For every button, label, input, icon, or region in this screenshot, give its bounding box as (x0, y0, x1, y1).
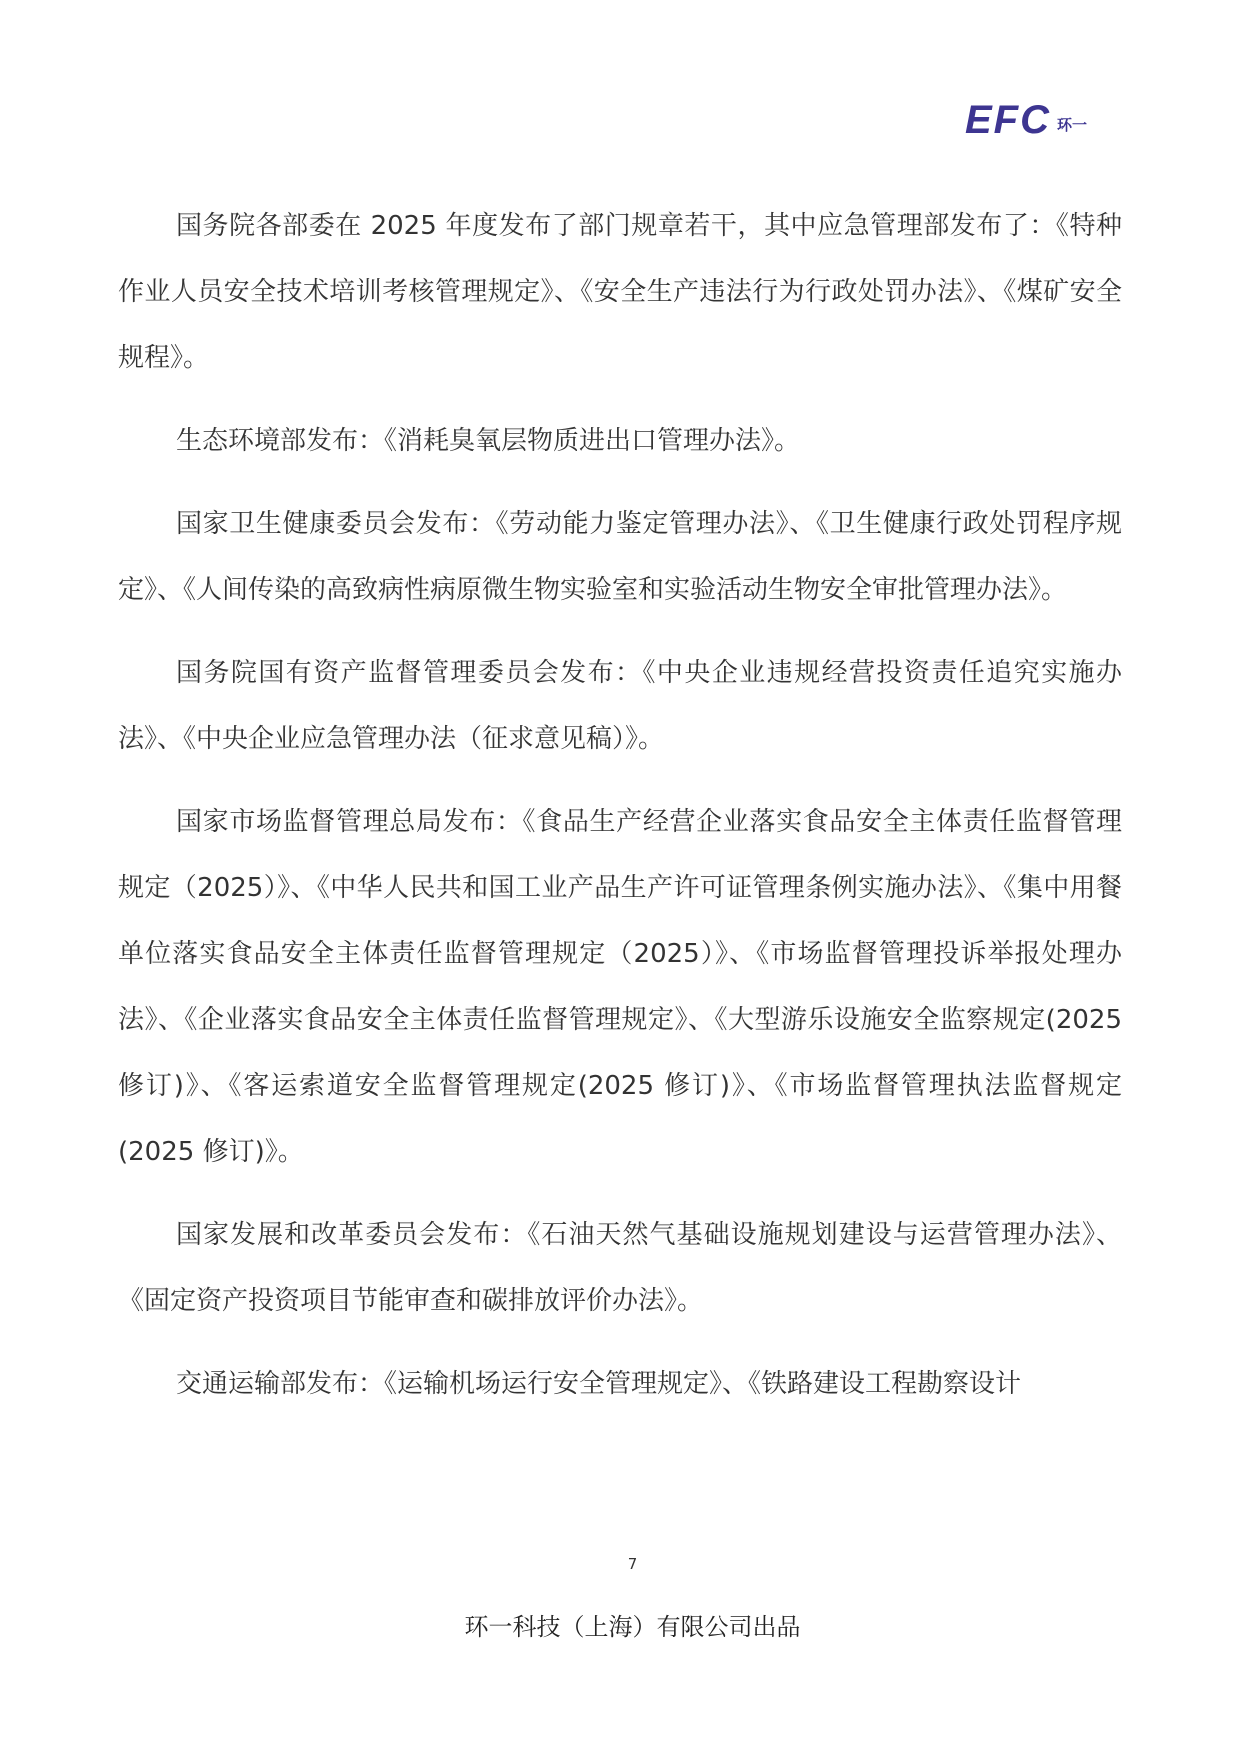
logo-mark: EFC (965, 98, 1051, 142)
paragraph-market-regulation: 国家市场监督管理总局发布：《食品生产经营企业落实食品安全主体责任监督管理规定（2025）》、《中华人民共和国工业产品生产许可证管理条例实施办法》、《集中用餐单位落实食品安全主体责任监督管理规定（2025）》、《市场监督管理投诉举报处理办法》、《企业落实食品安全主体责任监督管理规定》、《大型游乐设施安全监察规定(2025 修订)》、《客运索道安全监督管理规定(2025 修订)》、《市场监督管理执法监督规定(2025 修订)》。 (118, 807, 1122, 1167)
paragraph-transport: 交通运输部发布：《运输机场运行安全管理规定》、《铁路建设工程勘察设计 (176, 1369, 1022, 1399)
page-number: 7 (627, 1555, 638, 1573)
paragraph-health: 国家卫生健康委员会发布：《劳动能力鉴定管理办法》、《卫生健康行政处罚程序规定》、《人间传染的高致病性病原微生物实验室和实验活动生物安全审批管理办法》。 (118, 509, 1122, 605)
paragraph-sasac: 国务院国有资产监督管理委员会发布：《中央企业违规经营投资责任追究实施办法》、《中央企业应急管理办法（征求意见稿）》。 (118, 658, 1122, 754)
paragraph-ministries: 国务院各部委在 2025 年度发布了部门规章若干，其中应急管理部发布了：《特种作业人员安全技术培训考核管理规定》、《安全生产违法行为行政处罚办法》、《煤矿安全规程》。 (118, 211, 1122, 373)
document-body (118, 193, 1122, 1434)
company-logo (965, 96, 1087, 140)
paragraph-ndrc: 国家发展和改革委员会发布：《石油天然气基础设施规划建设与运营管理办法》、《固定资产投资项目节能审查和碳排放评价办法》。 (118, 1220, 1122, 1316)
paragraph-ecology: 生态环境部发布：《消耗臭氧层物质进出口管理办法》。 (176, 426, 801, 456)
logo-chinese-name: 环一 (1057, 116, 1088, 134)
footer-publisher: 环一科技（上海）有限公司出品 (464, 1613, 801, 1641)
